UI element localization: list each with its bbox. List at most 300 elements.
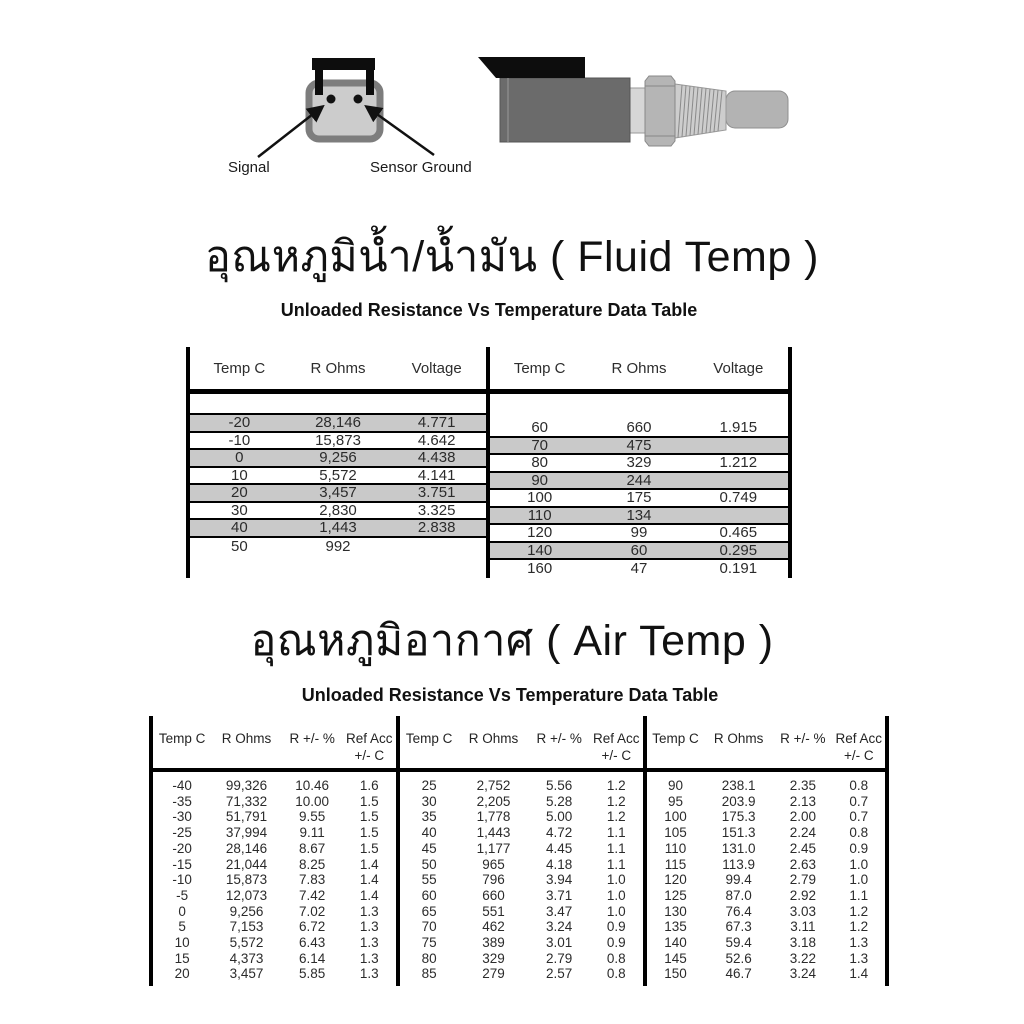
sensor-tip [726,91,788,128]
table-cell: 3.71 [546,887,573,903]
table-cell: 76.4 [725,903,752,919]
fluid-table-right-panel [486,347,792,578]
table-header-row [400,716,643,772]
column-header-ref-acc-line1: Ref Acc [592,731,640,746]
table-cell: 5.28 [546,793,573,809]
table-row [153,951,396,967]
table-row [647,935,885,951]
table-cell: 130 [664,903,687,919]
table-cell: 1.1 [606,840,626,856]
table-row [153,778,396,794]
table-cell: 71,332 [225,793,268,809]
table-cell: 1.3 [849,950,869,966]
table-cell: 110 [664,840,687,856]
table-cell: 660 [482,887,505,903]
table-cell: 70 [421,919,437,935]
table-cell: 3,457 [319,484,357,502]
table-header-row [190,347,486,394]
table-cell: 90 [668,778,684,794]
table-cell: 2.63 [789,856,817,872]
table-cell: 67.3 [725,919,752,935]
table-cell: 1.2 [606,793,626,809]
table-cell: 50 [230,537,248,555]
table-cell: 0.465 [719,524,758,542]
table-cell: 52.6 [725,950,752,966]
table-cell: 28,146 [225,840,268,856]
table-cell: 1.5 [359,793,379,809]
table-cell: 46.7 [725,966,752,982]
table-cell: -20 [228,414,251,432]
table-row [490,543,788,561]
table-row [647,888,885,904]
table-cell: 660 [626,419,652,437]
table-row [490,438,788,456]
table-cell: 10.00 [295,793,330,809]
table-cell: 45 [421,840,437,856]
column-header-ref-acc-line1: Ref Acc [835,731,883,746]
sensor-diagram [180,50,830,185]
table-cell: 30 [421,793,437,809]
table-cell: 1.3 [359,903,379,919]
table-cell: 965 [482,856,505,872]
table-row [490,560,788,578]
connector-front-view [258,58,434,157]
fluid-temp-section-title: อุณหภูมิน้ำ/น้ำมัน ( Fluid Temp ) [204,233,820,281]
table-cell: 329 [482,950,505,966]
table-cell: 125 [664,887,687,903]
table-cell: 0.191 [719,560,758,578]
table-cell: 1,778 [476,809,511,825]
table-row [647,872,885,888]
table-row [153,935,396,951]
table-cell: 175 [626,489,652,507]
air-temp-table [149,716,889,986]
table-row [490,455,788,473]
table-body [490,394,788,578]
table-cell: 1.5 [359,809,379,825]
column-header-voltage: Voltage [411,359,462,377]
table-row [490,508,788,526]
table-cell: 0.8 [849,778,869,794]
table-cell: 15 [174,950,190,966]
table-cell: 10 [230,466,248,484]
column-header-ref-acc [343,731,396,768]
table-cell: 1.3 [359,966,379,982]
table-cell: 12,073 [225,887,268,903]
table-cell: 51,791 [225,809,268,825]
table-cell: 113.9 [722,856,755,872]
column-header-ref-acc-line2: +/- C [601,747,632,763]
table-cell: 100 [527,489,553,507]
table-cell: 0.9 [606,934,626,950]
table-cell: -40 [172,778,192,794]
table-cell: 0.8 [606,966,626,982]
table-cell: 992 [325,537,351,555]
table-cell: 105 [664,825,687,841]
column-header-ref-acc-line1: Ref Acc [345,731,393,746]
table-cell: 140 [664,934,687,950]
table-row [400,888,643,904]
table-cell: 6.14 [299,950,326,966]
column-header-r-ohms: R Ohms [221,731,272,746]
table-cell: 140 [527,541,553,559]
table-cell: 2.24 [789,825,817,841]
table-cell: 1,177 [476,840,511,856]
table-cell: 85 [421,966,437,982]
sensor-ground-pin-icon [354,95,363,104]
table-cell: 65 [421,903,437,919]
table-cell: 15,873 [315,431,361,449]
table-cell: 0.749 [719,489,758,507]
table-body [190,394,486,555]
table-cell: 145 [664,950,687,966]
table-cell: 40 [421,825,437,841]
table-header-row [490,347,788,394]
fluid-table-title: Unloaded Resistance Vs Temperature Data Table [280,300,698,320]
pin-label-sensor-ground: Sensor Ground [370,159,472,176]
table-cell: 1,443 [476,825,511,841]
table-row [400,778,643,794]
table-body [647,772,885,982]
table-cell: 70 [531,436,548,454]
table-cell: 1.4 [359,856,379,872]
table-cell: 3.47 [546,903,573,919]
table-row [647,919,885,935]
table-cell: 8.25 [299,856,326,872]
table-header-row [153,716,396,772]
table-row [400,951,643,967]
table-row [400,966,643,982]
table-cell: 1.2 [849,903,869,919]
table-cell: 1.3 [359,950,379,966]
table-cell: 7.83 [299,872,326,888]
table-cell: 1.2 [606,778,626,794]
table-cell: 60 [421,887,437,903]
table-row [400,825,643,841]
table-row [647,825,885,841]
table-cell: 0.7 [849,793,869,809]
table-cell: 9,256 [319,449,357,467]
table-cell: 47 [630,560,648,578]
air-table-panel-3 [643,716,889,986]
table-cell: 100 [664,809,687,825]
table-cell: 15,873 [225,872,268,888]
table-cell: 40 [230,519,248,537]
table-cell: 60 [630,541,648,559]
table-cell: 1.212 [719,454,758,472]
table-cell: -25 [172,825,192,841]
table-row [190,520,486,538]
table-row [400,935,643,951]
table-cell: 20 [174,966,190,982]
table-row [647,856,885,872]
table-row [490,473,788,491]
table-row [153,809,396,825]
table-cell: 389 [482,934,505,950]
table-cell: 1.4 [849,966,869,982]
table-row [400,904,643,920]
air-table-title: Unloaded Resistance Vs Temperature Data Table [301,685,719,705]
table-cell: 2,205 [476,793,511,809]
table-cell: 1.0 [849,856,869,872]
table-cell: 3.01 [546,934,573,950]
sensor-cap [478,57,585,78]
table-cell: 4.438 [417,449,456,467]
table-cell: 0.9 [849,840,869,856]
table-row [647,778,885,794]
table-cell: 175.3 [721,809,756,825]
table-cell: 1.3 [359,919,379,935]
table-cell: 75 [421,934,437,950]
table-cell: 95 [668,793,684,809]
column-header-ref-acc [590,731,643,768]
table-body [400,772,643,982]
table-cell: 2,752 [476,778,511,794]
table-cell: 0.7 [849,809,869,825]
table-row [190,485,486,503]
column-header-r-ohms: R Ohms [310,359,366,377]
column-header-temp-c: Temp C [405,731,453,746]
table-cell: 1.0 [606,903,626,919]
table-cell: 3.22 [789,950,817,966]
fluid-temp-table [186,347,792,578]
table-cell: 0.295 [719,541,758,559]
table-cell: 134 [626,506,652,524]
table-cell: 110 [527,506,552,524]
table-cell: 3.11 [790,919,816,935]
table-cell: 3.03 [789,903,817,919]
table-cell: 0 [235,449,244,467]
column-header-r-ohms: R Ohms [468,731,519,746]
table-cell: 59.4 [725,934,752,950]
table-cell: 1.3 [849,934,869,950]
table-cell: 28,146 [315,414,361,432]
table-row [190,468,486,486]
table-cell: 55 [421,872,437,888]
table-cell: 5 [178,919,186,935]
table-cell: 1,443 [319,519,357,537]
table-cell: 1.1 [849,887,869,903]
table-cell: 9.11 [299,825,325,841]
table-cell: 99.4 [725,872,752,888]
table-cell: 35 [421,809,437,825]
table-cell: 151.3 [721,825,756,841]
table-cell: 0.8 [849,825,869,841]
table-cell: 1.5 [359,825,379,841]
table-cell: 160 [527,560,553,578]
table-row [153,825,396,841]
table-cell: 99,326 [225,778,268,794]
table-cell: 30 [230,501,248,519]
table-cell: 1.0 [849,872,869,888]
table-cell: 6.43 [299,934,326,950]
table-cell: 2.838 [417,519,456,537]
table-cell: 10.46 [295,778,330,794]
air-table-panel-2 [396,716,643,986]
table-cell: 120 [664,872,687,888]
table-cell: 244 [626,471,652,489]
signal-pin-icon [327,95,336,104]
table-row [400,809,643,825]
table-cell: -10 [228,431,251,449]
table-cell: 2,830 [319,501,357,519]
table-cell: 1.5 [359,840,379,856]
table-cell: 9.55 [299,809,326,825]
table-cell: 2.45 [789,840,817,856]
table-cell: 0.8 [606,950,626,966]
column-header-temp-c: Temp C [158,731,206,746]
table-row [490,525,788,543]
column-header-r-ohms: R Ohms [611,359,667,377]
table-cell: 1.2 [606,809,626,825]
table-cell: -30 [172,809,192,825]
table-cell: 5.00 [546,809,573,825]
table-cell: 120 [527,524,553,542]
table-cell: 80 [531,454,548,472]
table-cell: -10 [172,872,192,888]
column-header-ref-acc-line2: +/- C [354,747,385,763]
table-cell: 90 [531,471,548,489]
table-row [153,872,396,888]
column-header-r-tolerance: R +/- % [536,731,582,746]
table-cell: 131.0 [721,840,756,856]
sensor-side-view [478,57,788,146]
table-cell: -20 [172,840,192,856]
table-cell: 238.1 [721,778,756,794]
table-row [647,794,885,810]
table-cell: 6.72 [299,919,326,935]
table-cell: 1.0 [606,887,626,903]
table-row [647,904,885,920]
air-table-panel-1 [149,716,396,986]
sensor-body [500,78,630,142]
table-cell: 7.02 [299,903,326,919]
table-cell: 2.13 [789,793,817,809]
table-row [153,966,396,982]
table-cell: 99 [630,524,648,542]
table-cell: 329 [626,454,652,472]
sensor-hex-nut [645,76,675,146]
table-cell: 1.3 [359,934,379,950]
table-cell: 1.2 [849,919,869,935]
table-cell: 4.72 [546,825,573,841]
table-cell: 203.9 [721,793,756,809]
table-cell: 7.42 [299,887,326,903]
table-row [190,415,486,433]
table-cell: 2.57 [546,966,573,982]
table-cell: 1.1 [606,856,626,872]
table-cell: 4.141 [417,466,456,484]
table-cell: 2.00 [789,809,817,825]
table-cell: 5.56 [546,778,573,794]
table-cell: 37,994 [225,825,268,841]
table-cell: -5 [176,887,189,903]
table-row [400,794,643,810]
table-cell: 2.92 [789,887,817,903]
table-row [490,420,788,438]
table-cell: 5,572 [229,934,264,950]
column-header-r-tolerance: R +/- % [289,731,335,746]
table-cell: 5,572 [319,466,357,484]
table-cell: 115 [664,856,687,872]
table-cell: 9,256 [229,903,264,919]
table-cell: 3,457 [229,966,264,982]
table-cell: 551 [482,903,505,919]
column-header-voltage: Voltage [713,359,764,377]
table-row [647,966,885,982]
table-body [153,772,396,982]
table-cell: 4.771 [417,414,456,432]
table-row [647,809,885,825]
table-row [490,490,788,508]
table-cell: 0 [178,903,186,919]
table-cell: 4.45 [546,840,573,856]
table-cell: 1.915 [719,419,758,437]
column-header-ref-acc-line2: +/- C [843,747,874,763]
table-cell: 1.6 [359,778,379,794]
table-cell: 1.4 [359,887,379,903]
table-cell: 3.24 [546,919,573,935]
table-cell: 80 [421,950,437,966]
table-row [400,856,643,872]
column-header-ref-acc [833,731,885,768]
table-cell: 87.0 [725,887,752,903]
table-row [190,433,486,451]
column-header-temp-c: Temp C [513,359,566,377]
table-cell: 3.325 [417,501,456,519]
table-header-row [647,716,885,772]
table-cell: 462 [482,919,505,935]
air-temp-section-title: อุณหภูมิอากาศ ( Air Temp ) [250,617,774,665]
pin-label-signal: Signal [228,159,270,176]
table-cell: -15 [172,856,192,872]
table-cell: 150 [664,966,687,982]
column-header-r-ohms: R Ohms [713,731,764,746]
fluid-table-left-panel [186,347,486,578]
table-cell: 3.24 [789,966,817,982]
table-cell: 135 [664,919,687,935]
table-cell: 796 [482,872,505,888]
table-row [153,794,396,810]
table-row [647,841,885,857]
table-cell: 2.79 [789,872,817,888]
table-cell: 20 [230,484,248,502]
table-row [153,841,396,857]
table-spacer-row [490,394,788,420]
table-row [400,919,643,935]
column-header-temp-c: Temp C [213,359,266,377]
table-cell: 7,153 [229,919,264,935]
table-row [153,856,396,872]
table-spacer-row [190,394,486,415]
table-cell: 25 [421,778,437,794]
sensor-threads [675,84,726,138]
table-row [190,538,486,556]
table-row [190,503,486,521]
table-cell: 5.85 [299,966,326,982]
table-cell: 0.9 [606,919,626,935]
table-cell: 3.94 [546,872,573,888]
table-cell: 60 [531,419,548,437]
table-cell: 4.642 [417,431,456,449]
table-cell: 21,044 [225,856,268,872]
table-row [153,888,396,904]
table-cell: 4.18 [546,856,573,872]
column-header-temp-c: Temp C [652,731,699,746]
table-row [400,872,643,888]
table-cell: 279 [482,966,505,982]
table-cell: 1.1 [606,825,626,841]
